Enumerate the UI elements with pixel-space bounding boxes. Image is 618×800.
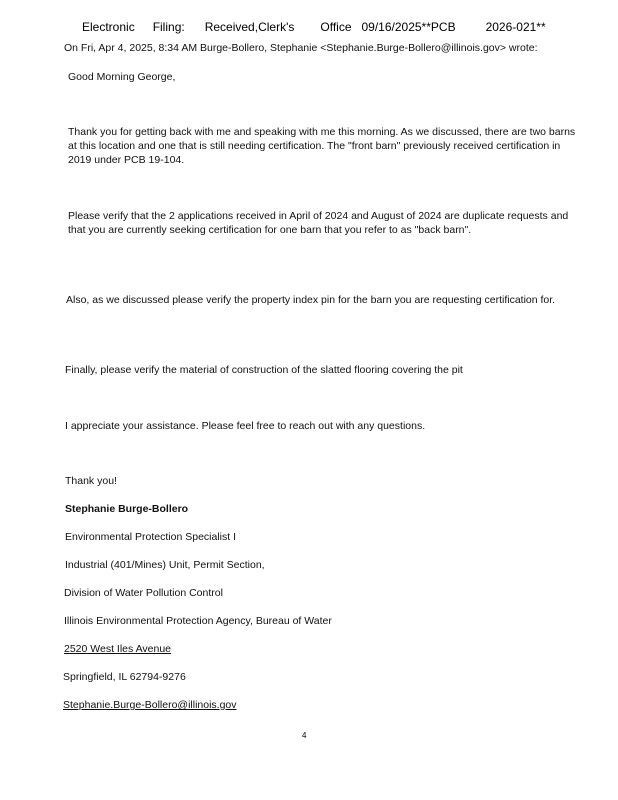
paragraph-property-pin: Also, as we discussed please verify the property index pin for the barn you are requesting certification for. <box>66 294 556 306</box>
greeting: Good Morning George, <box>68 71 176 83</box>
paragraph-slatted-flooring: Finally, please verify the material of construction of the slatted flooring covering the pit <box>65 364 463 376</box>
signature-address[interactable]: 2520 West Iles Avenue <box>64 643 172 655</box>
email-intro-line: On Fri, Apr 4, 2025, 8:34 AM Burge-Bollero, Stephanie <Stephanie.Burge-Bollero@illinois.gov> wrote: <box>64 42 538 54</box>
page-number: 4 <box>302 731 307 740</box>
paragraph-two-barns: Thank you for getting back with me and speaking with me this morning. As we discussed, there are two barns at this location and one that is still needing certification. The "front barn" previously received certification in 2019 under PCB 19-104. <box>68 126 576 166</box>
header-part-office: Office <box>320 20 352 34</box>
header-part-case: 2026-021** <box>485 20 546 34</box>
header-part-date: 09/16/2025**PCB <box>361 20 456 34</box>
header-part-received: Received, <box>204 20 259 34</box>
signature-unit: Industrial (401/Mines) Unit, Permit Section, <box>65 559 265 571</box>
paragraph-verify-applications: Please verify that the 2 applications received in April of 2024 and August of 2024 are duplicate requests and that you are currently seeking certification for one barn that you refer to as "back barn". <box>68 210 569 236</box>
signature-title: Environmental Protection Specialist I <box>65 531 236 543</box>
filing-stamp-header <box>82 20 546 34</box>
header-part-clerks: Clerk's <box>258 20 295 34</box>
signature-name: Stephanie Burge-Bollero <box>65 503 189 515</box>
signature-city: Springfield, IL 62794-9276 <box>63 671 186 683</box>
signature-agency: Illinois Environmental Protection Agency, Bureau of Water <box>64 615 332 627</box>
signature-division: Division of Water Pollution Control <box>64 587 223 599</box>
paragraph-appreciation: I appreciate your assistance. Please feel free to reach out with any questions. <box>65 420 426 432</box>
header-part-electronic: Electronic <box>82 20 135 34</box>
header-part-filing: Filing: <box>152 20 185 34</box>
closing-thank-you: Thank you! <box>65 475 117 487</box>
signature-email-link[interactable]: Stephanie.Burge-Bollero@illinois.gov <box>63 699 237 711</box>
